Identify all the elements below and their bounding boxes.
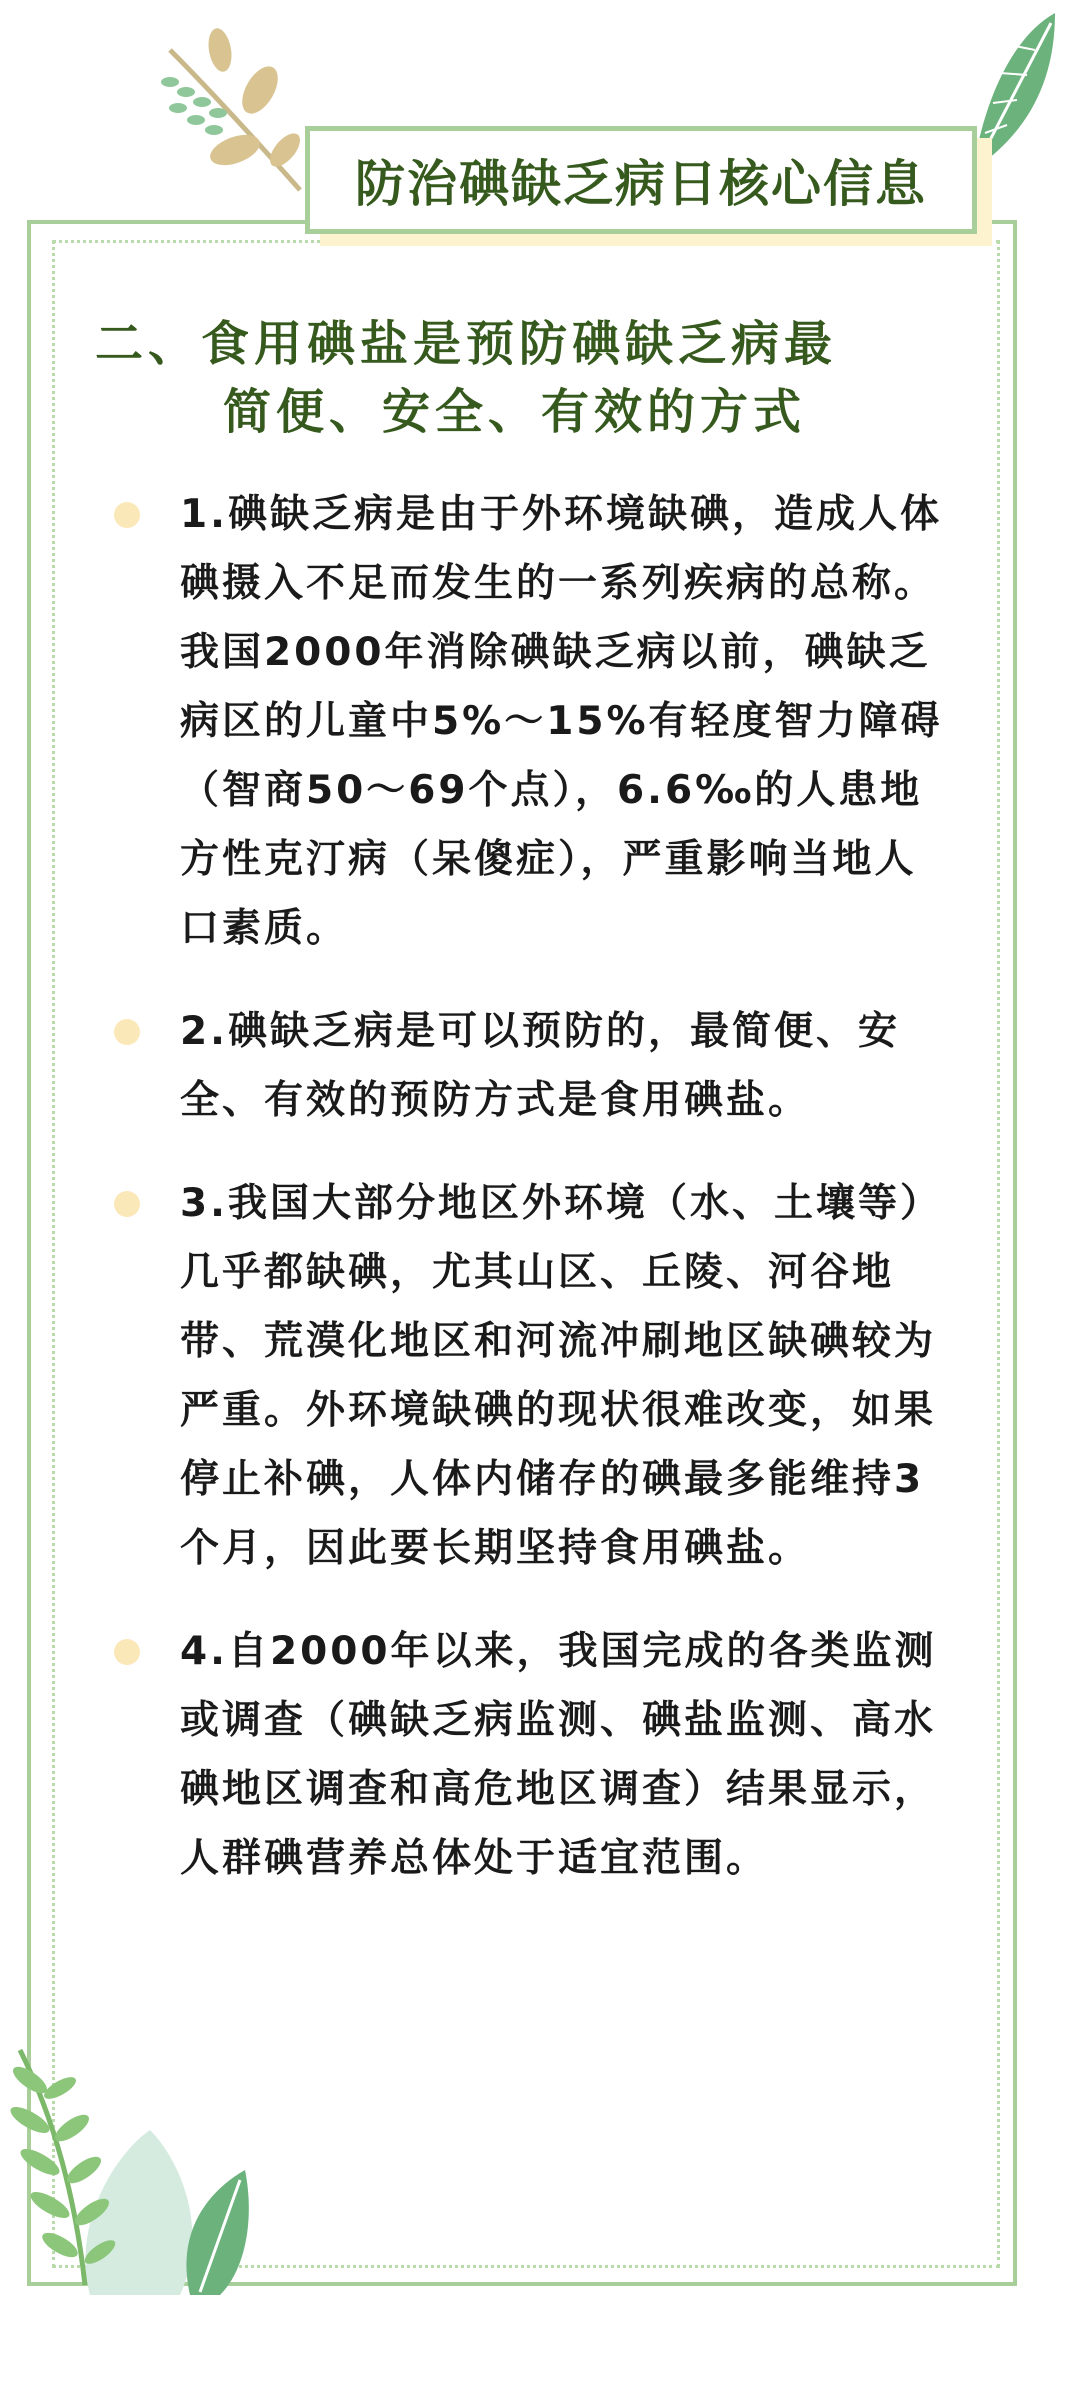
bullet-dot: [114, 1019, 140, 1045]
list-item: [110, 480, 950, 963]
item-text: 2.碘缺乏病是可以预防的，最简便、安全、有效的预防方式是食用碘盐。: [180, 1009, 900, 1123]
item-text: 1.碘缺乏病是由于外环境缺碘，造成人体碘摄入不足而发生的一系列疾病的总称。我国2000年消除碘缺乏病以前，碘缺乏病区的儿童中5%～15%有轻度智力障碍（智商50～69个点），6.6‰的人患地方性克汀病（呆傻症），严重影响当地人口素质。: [180, 492, 943, 951]
item-text: 4.自2000年以来，我国完成的各类监测或调查（碘缺乏病监测、碘盐监测、高水碘地区调查和高危地区调查）结果显示，人群碘营养总体处于适宜范围。: [180, 1629, 937, 1881]
list-item: [110, 1169, 950, 1583]
heading-line-2: 简便、安全、有效的方式: [223, 384, 807, 440]
page-title: 防治碘缺乏病日核心信息: [355, 155, 927, 213]
bullet-dot: [114, 502, 140, 528]
title-box: [305, 126, 977, 234]
heading-line-1: 二、食用碘盐是预防碘缺乏病最: [95, 316, 838, 372]
bullet-dot: [114, 1639, 140, 1665]
bullet-dot: [114, 1191, 140, 1217]
leaf-branch-icon: [150, 20, 310, 200]
info-list: [110, 480, 950, 1927]
fern-icon: [0, 2040, 130, 2290]
item-text: 3.我国大部分地区外环境（水、土壤等）几乎都缺碘，尤其山区、丘陵、河谷地带、荒漠化地区和河流冲刷地区缺碘较为严重。外环境缺碘的现状很难改变，如果停止补碘，人体内储存的碘最多能维持3个月，因此要长期坚持食用碘盐。: [180, 1181, 942, 1571]
list-item: [110, 997, 950, 1135]
section-heading: [95, 310, 975, 446]
list-item: [110, 1617, 950, 1893]
